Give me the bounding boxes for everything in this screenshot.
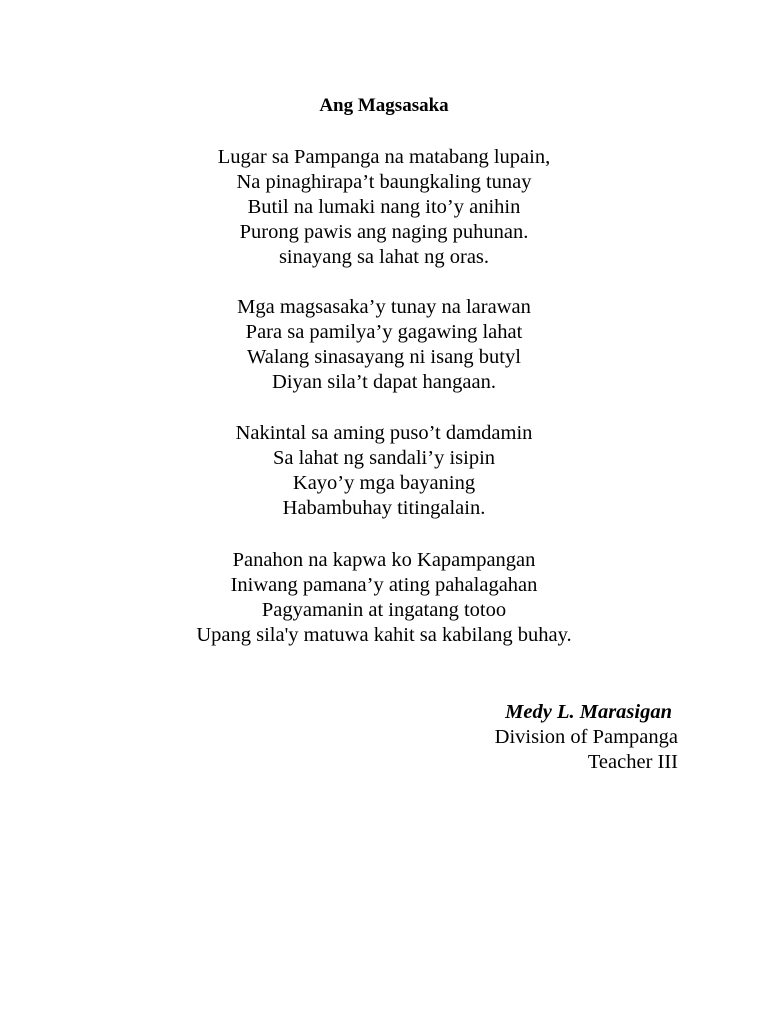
poem-line: Panahon na kapwa ko Kapampangan	[232, 549, 536, 571]
author-position: Teacher III	[587, 751, 678, 773]
poem-line: Na pinaghirapa’t baungkaling tunay	[236, 171, 532, 193]
poem-line: Para sa pamilya’y gagawing lahat	[245, 321, 523, 343]
poem-line: Butil na lumaki nang ito’y anihin	[247, 196, 521, 218]
poem-line: Walang sinasayang ni isang butyl	[247, 346, 521, 368]
poem-line: Lugar sa Pampanga na matabang lupain,	[217, 146, 551, 168]
poem-line: Purong pawis ang naging puhunan.	[239, 221, 529, 243]
signature-block	[495, 700, 678, 775]
poem-line: Upang sila'y matuwa kahit sa kabilang buhay.	[196, 624, 572, 646]
poem-line: Habambuhay titingalain.	[282, 497, 486, 519]
poem-stanza-4	[0, 548, 768, 648]
poem-line: Kayo’y mga bayaning	[292, 472, 476, 494]
poem-stanza-2	[0, 295, 768, 395]
poem-line: Diyan sila’t dapat hangaan.	[272, 371, 496, 393]
poem-line: Mga magsasaka’y tunay na larawan	[237, 296, 531, 318]
poem-line: Iniwang pamana’y ating pahalagahan	[230, 574, 538, 596]
poem-title: Ang Magsasaka	[319, 95, 449, 116]
poem-line: Pagyamanin at ingatang totoo	[261, 599, 507, 621]
poem-stanza-3	[0, 421, 768, 521]
poem-line: Nakintal sa aming puso’t damdamin	[235, 422, 533, 444]
poem-line: Sa lahat ng sandali’y isipin	[272, 447, 496, 469]
poem-line: sinayang sa lahat ng oras.	[278, 246, 490, 268]
author-division: Division of Pampanga	[494, 726, 678, 748]
author-name: Medy L. Marasigan	[505, 701, 672, 723]
poem-stanza-1	[0, 145, 768, 270]
